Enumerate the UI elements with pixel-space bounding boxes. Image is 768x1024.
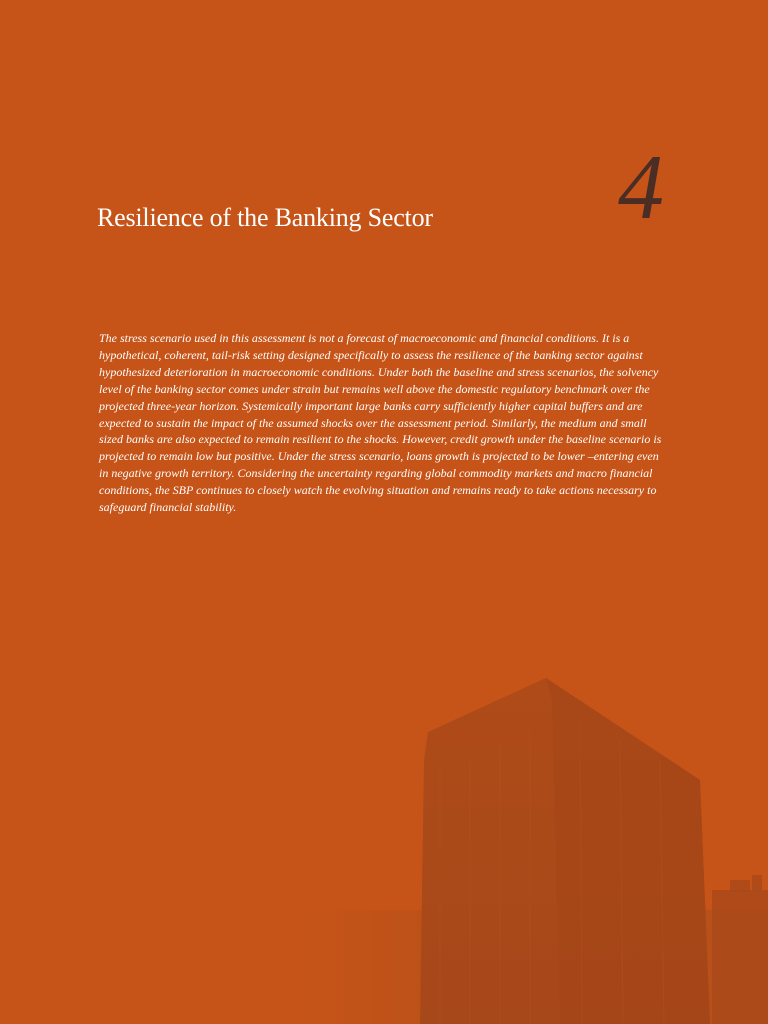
chapter-number: 4 xyxy=(618,136,664,238)
chapter-title: Resilience of the Banking Sector xyxy=(97,203,433,232)
chapter-abstract: The stress scenario used in this assessment is not a forecast of macroeconomic and financial conditions. It is a hypothetical, coherent, tail-risk setting designed specifically to assess the resilience of the banking sector against hypothesized deterioration in macroeconomic conditions. Under both the baseline and stress scenarios, the solvency level of the banking sector comes under strain but remains well above the domestic regulatory benchmark over the projected three-year horizon. Systemically important large banks carry sufficiently higher capital buffers and are expected to sustain the impact of the assumed shocks over the assessment period. Similarly, the medium and small sized banks are also expected to remain resilient to the shocks. However, credit growth under the baseline scenario is projected to remain low but positive. Under the stress scenario, loans growth is projected to be lower –entering even in negative growth territory. Considering the uncertainty regarding global commodity markets and macro financial conditions, the SBP continues to closely watch the evolving situation and remains ready to take actions necessary to safeguard financial stability. xyxy=(99,331,662,515)
